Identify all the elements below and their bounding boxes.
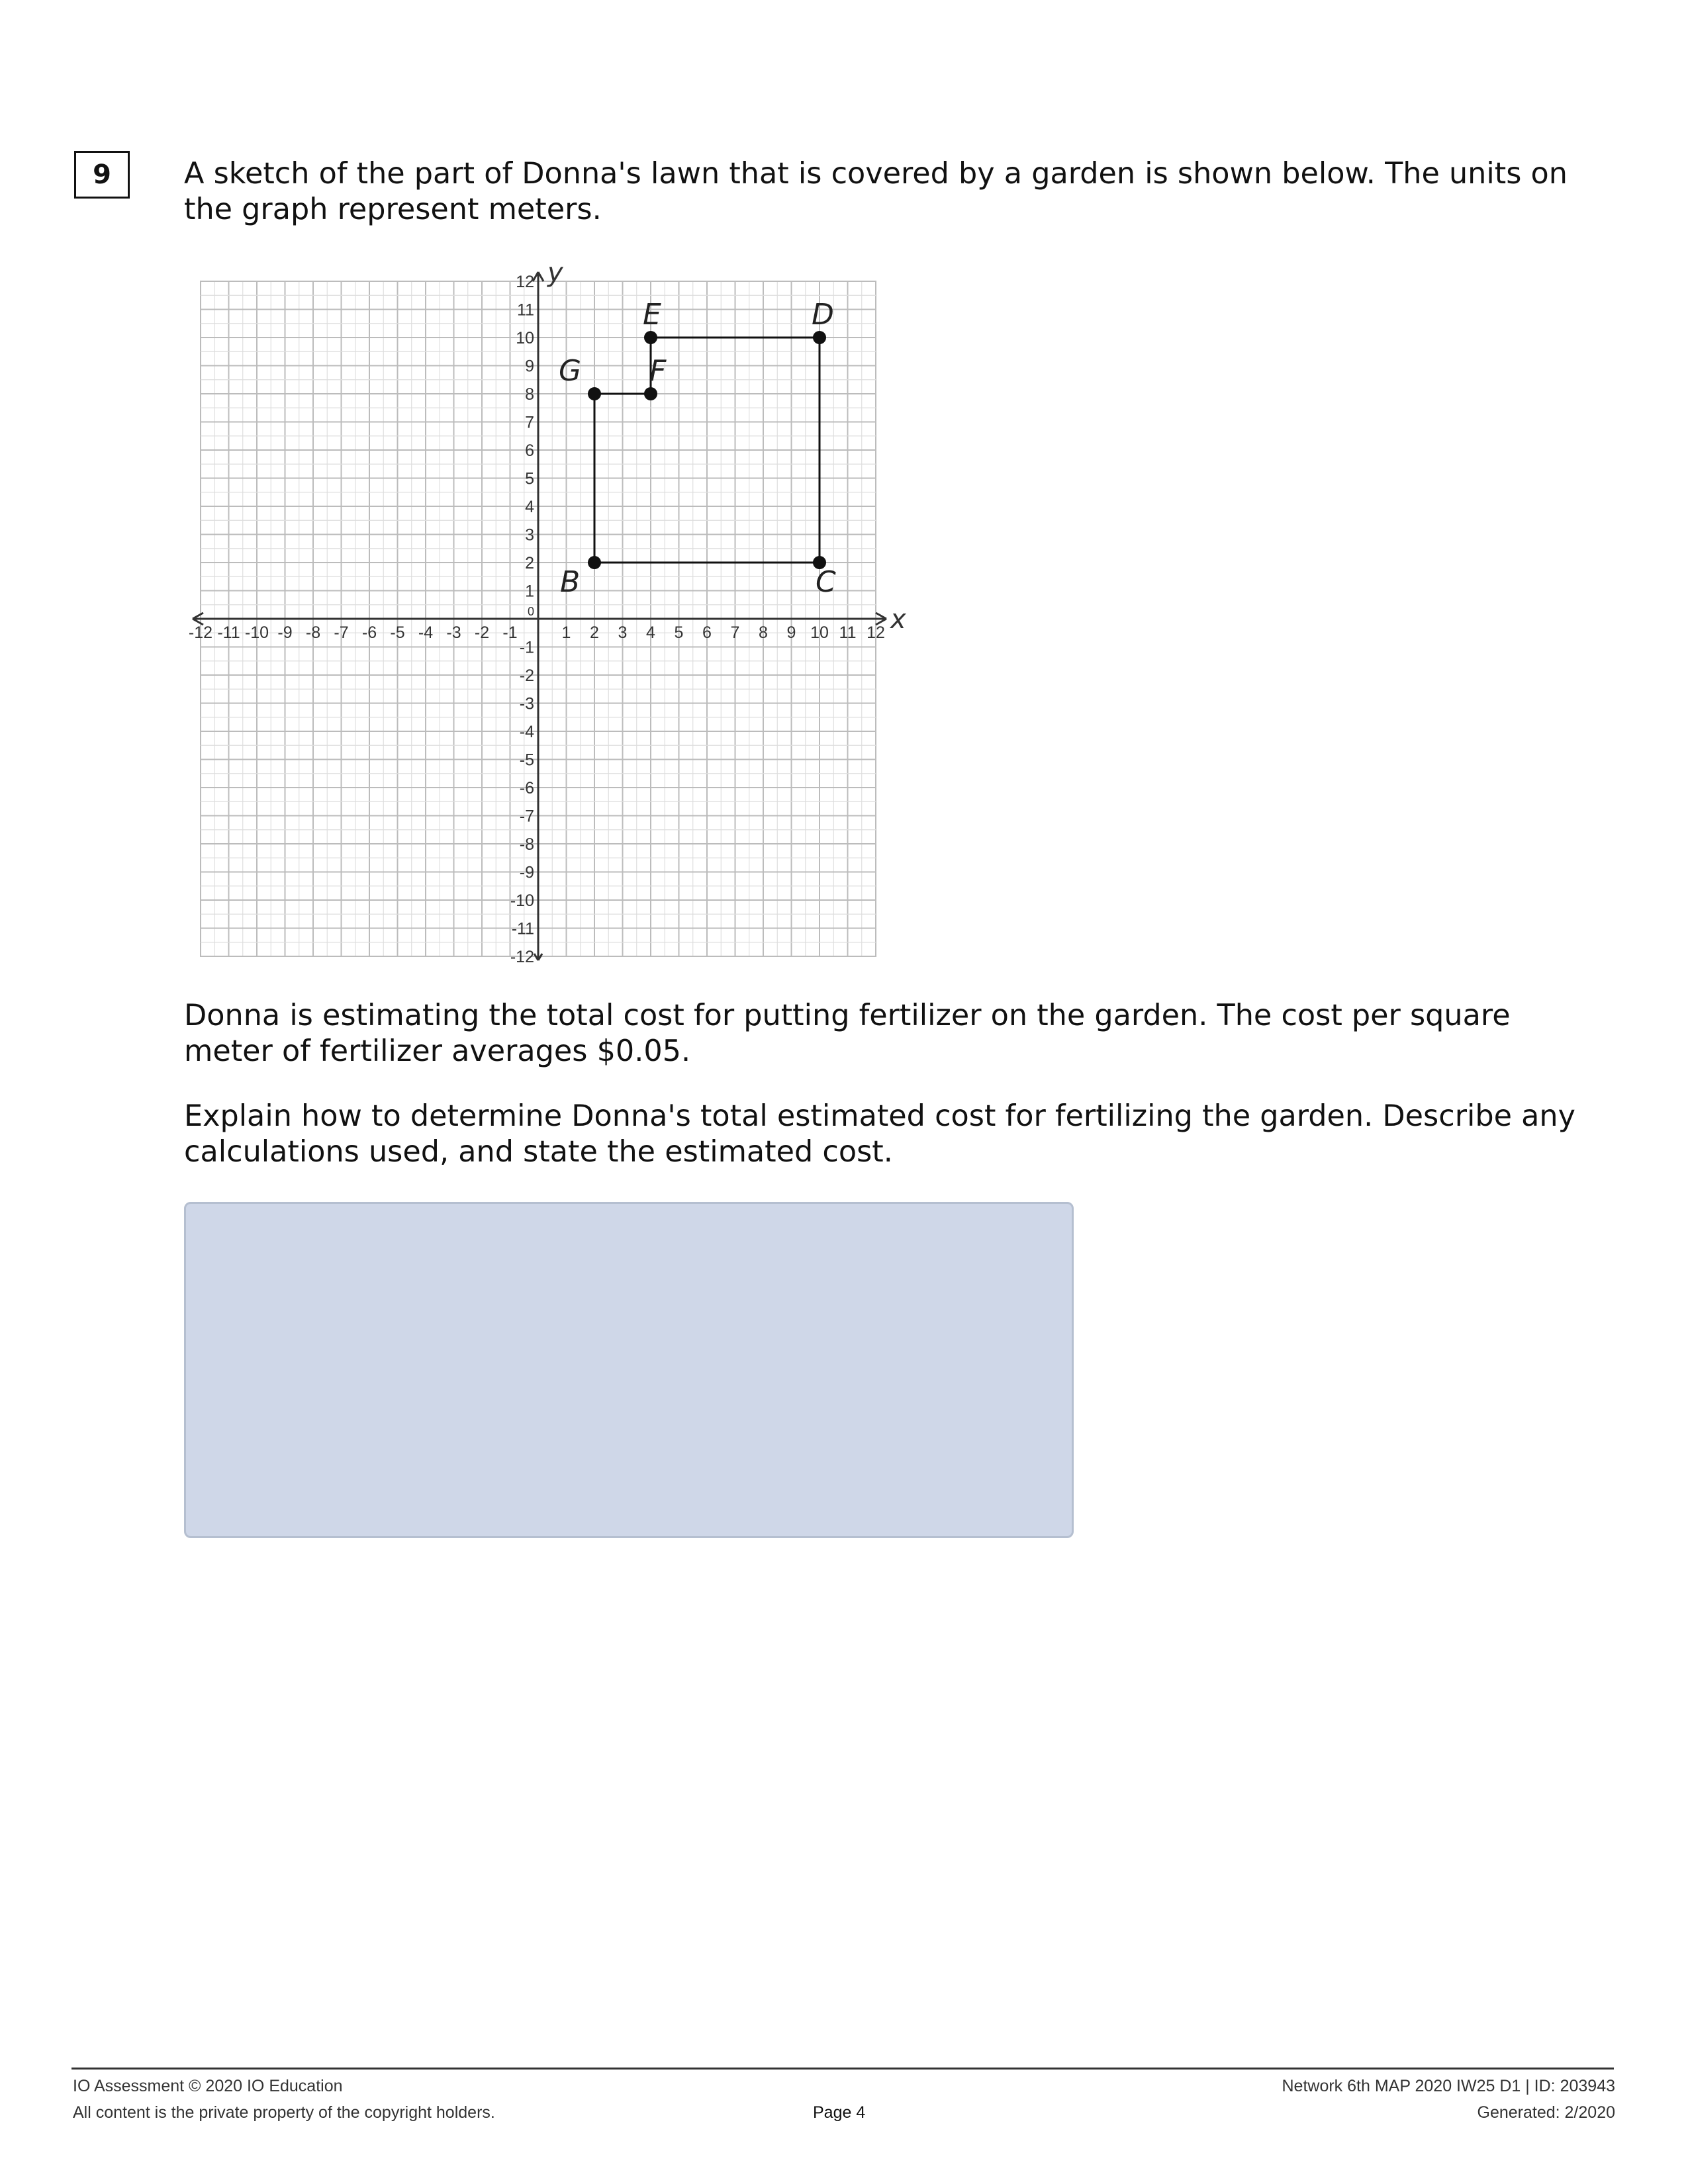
x-tick-label: 2	[590, 623, 599, 642]
x-tick-label: -1	[502, 623, 518, 642]
question-context: Donna is estimating the total cost for putting fertilizer on the garden. The cost per square meter of fertilizer averages $0.05.	[184, 999, 1511, 1068]
y-axis-label: y	[547, 265, 563, 288]
answer-textarea[interactable]	[184, 1202, 1074, 1538]
y-tick-label: 8	[525, 385, 534, 404]
y-tick-label: 2	[525, 554, 534, 572]
x-tick-label: -6	[361, 623, 377, 642]
y-tick-label: -2	[519, 666, 534, 685]
x-tick-label: -12	[188, 623, 213, 642]
point-label-f: F	[649, 354, 667, 388]
y-tick-label: -9	[519, 863, 534, 882]
x-tick-label: 9	[786, 623, 796, 642]
y-tick-label: 12	[516, 273, 534, 291]
y-tick-label: -12	[510, 948, 534, 966]
y-tick-label: -8	[519, 835, 534, 854]
y-tick-label: -6	[519, 779, 534, 797]
x-tick-label: -8	[305, 623, 321, 642]
x-tick-label: 1	[561, 623, 571, 642]
y-tick-label: 11	[517, 300, 534, 320]
point-e	[644, 331, 657, 344]
footer-divider	[71, 2068, 1614, 2070]
x-tick-label: -4	[418, 623, 434, 642]
y-tick-label: 10	[516, 329, 534, 347]
coordinate-graph	[179, 265, 920, 976]
x-tick-label: -2	[474, 623, 490, 642]
point-b	[588, 556, 601, 569]
y-tick-label: -3	[519, 694, 534, 713]
x-tick-label: -11	[217, 623, 240, 642]
x-tick-label: 10	[810, 623, 829, 642]
point-label-d: D	[812, 298, 834, 332]
question-prompt: Explain how to determine Donna's total estimated cost for fertilizing the garden. Describe any calculations used, and state the estimated cost.	[184, 1099, 1575, 1169]
point-f	[644, 387, 657, 400]
point-label-c: C	[816, 565, 836, 599]
x-tick-label: 6	[702, 623, 712, 642]
question-number: 9	[74, 151, 130, 199]
x-tick-label: -5	[390, 623, 405, 642]
x-axis-label: x	[890, 604, 906, 635]
y-tick-label: 7	[525, 413, 534, 432]
origin-label: 0	[527, 605, 534, 618]
y-tick-label: -10	[510, 891, 534, 910]
footer-rights: All content is the private property of the copyright holders.	[73, 2103, 495, 2122]
y-tick-label: -11	[511, 919, 534, 938]
x-tick-label: -3	[446, 623, 461, 642]
y-tick-label: -7	[519, 807, 534, 826]
x-tick-label: -7	[334, 623, 349, 642]
point-label-e: E	[643, 298, 661, 332]
footer-page-number: Page 4	[813, 2103, 866, 2122]
y-tick-label: 5	[525, 469, 534, 488]
question-intro: A sketch of the part of Donna's lawn that is covered by a garden is shown below. The units on the graph represent meters.	[184, 157, 1568, 226]
y-tick-label: -4	[519, 723, 534, 741]
point-d	[813, 331, 826, 344]
point-g	[588, 387, 601, 400]
x-tick-label: -10	[244, 623, 269, 642]
y-tick-label: 1	[525, 582, 534, 601]
x-tick-label: 12	[867, 623, 885, 642]
x-tick-label: -9	[277, 623, 293, 642]
footer-generated: Generated: 2/2020	[1477, 2103, 1615, 2122]
x-tick-label: 11	[839, 623, 857, 642]
footer-copyright: IO Assessment © 2020 IO Education	[73, 2077, 343, 2095]
x-tick-label: 5	[674, 623, 684, 642]
point-label-b: B	[560, 565, 581, 599]
point-label-g: G	[559, 354, 582, 388]
x-tick-label: 4	[646, 623, 655, 642]
y-tick-label: -1	[519, 638, 534, 657]
y-tick-label: 6	[525, 441, 534, 460]
footer-test-info: Network 6th MAP 2020 IW25 D1 | ID: 203943	[1282, 2077, 1615, 2095]
y-tick-label: 4	[525, 498, 534, 516]
x-tick-label: 7	[730, 623, 740, 642]
x-tick-label: 8	[759, 623, 768, 642]
x-tick-label: 3	[618, 623, 628, 642]
y-tick-label: 9	[525, 357, 534, 376]
y-tick-label: -5	[519, 751, 534, 770]
y-tick-label: 3	[525, 525, 534, 545]
